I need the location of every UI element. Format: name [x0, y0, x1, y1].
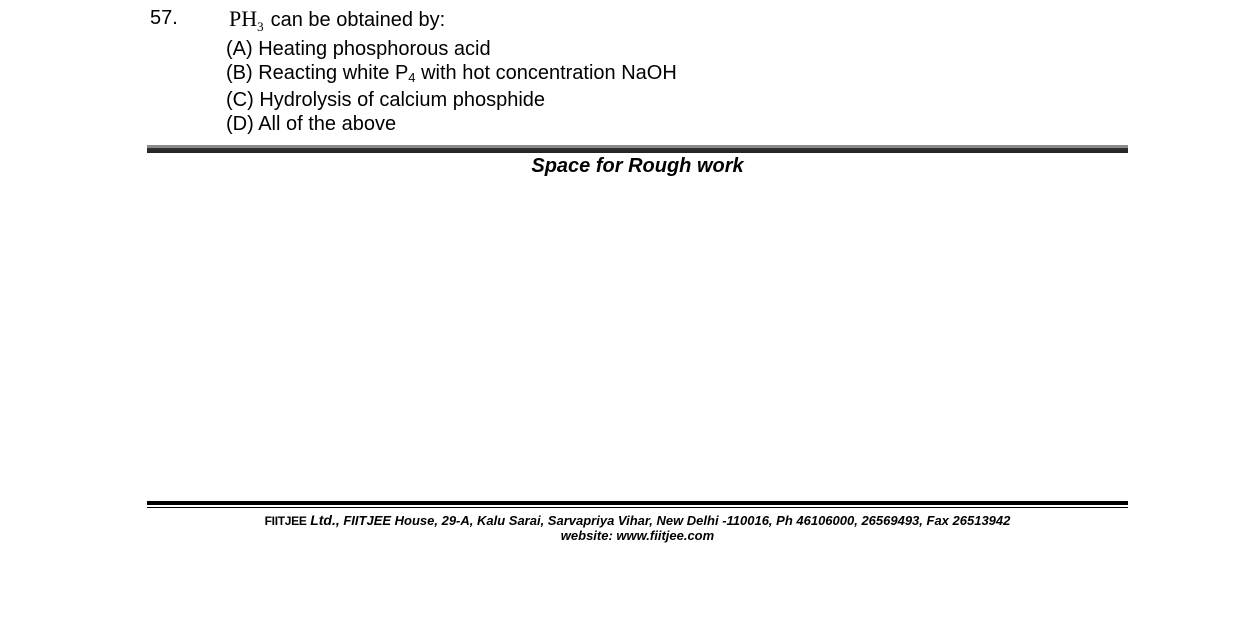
option-subscript: 4 [408, 69, 416, 85]
options-list [226, 38, 677, 137]
question-text: can be obtained by: [270, 9, 446, 31]
question-number: 57. [150, 7, 178, 29]
footer-website: website: www.fiitjee.com [560, 528, 715, 543]
option-text: (A) Heating phosphorous acid [226, 38, 491, 60]
option-text: (C) Hydrolysis of calcium phosphide [226, 89, 546, 112]
option-d [226, 113, 677, 137]
question-stem [229, 6, 445, 35]
option-text: (D) All of the above [226, 113, 397, 136]
divider-top [147, 145, 1128, 153]
divider-bottom-thick [147, 501, 1128, 505]
footer-ltd: Ltd., [310, 512, 340, 528]
footer-brand: FIITJEE [264, 514, 307, 528]
formula-main: PH [229, 6, 258, 31]
rough-work-area [147, 185, 1128, 495]
footer-address: FIITJEE House, 29-A, Kalu Sarai, Sarvapriya Vihar, New Delhi -110016, Ph 46106000, 26569493, Fax 26513942 [343, 513, 1011, 528]
divider-bottom-thin [147, 507, 1128, 508]
option-text-continued: with hot concentration NaOH [415, 61, 677, 84]
option-text: (B) Reacting white P [226, 61, 409, 84]
chemical-formula [229, 6, 264, 34]
option-c [226, 89, 677, 113]
footer-address-line [0, 512, 1238, 528]
option-b [226, 62, 677, 90]
rough-work-title: Space for Rough work [531, 155, 744, 177]
option-a [226, 38, 677, 62]
formula-subscript: 3 [257, 19, 264, 34]
